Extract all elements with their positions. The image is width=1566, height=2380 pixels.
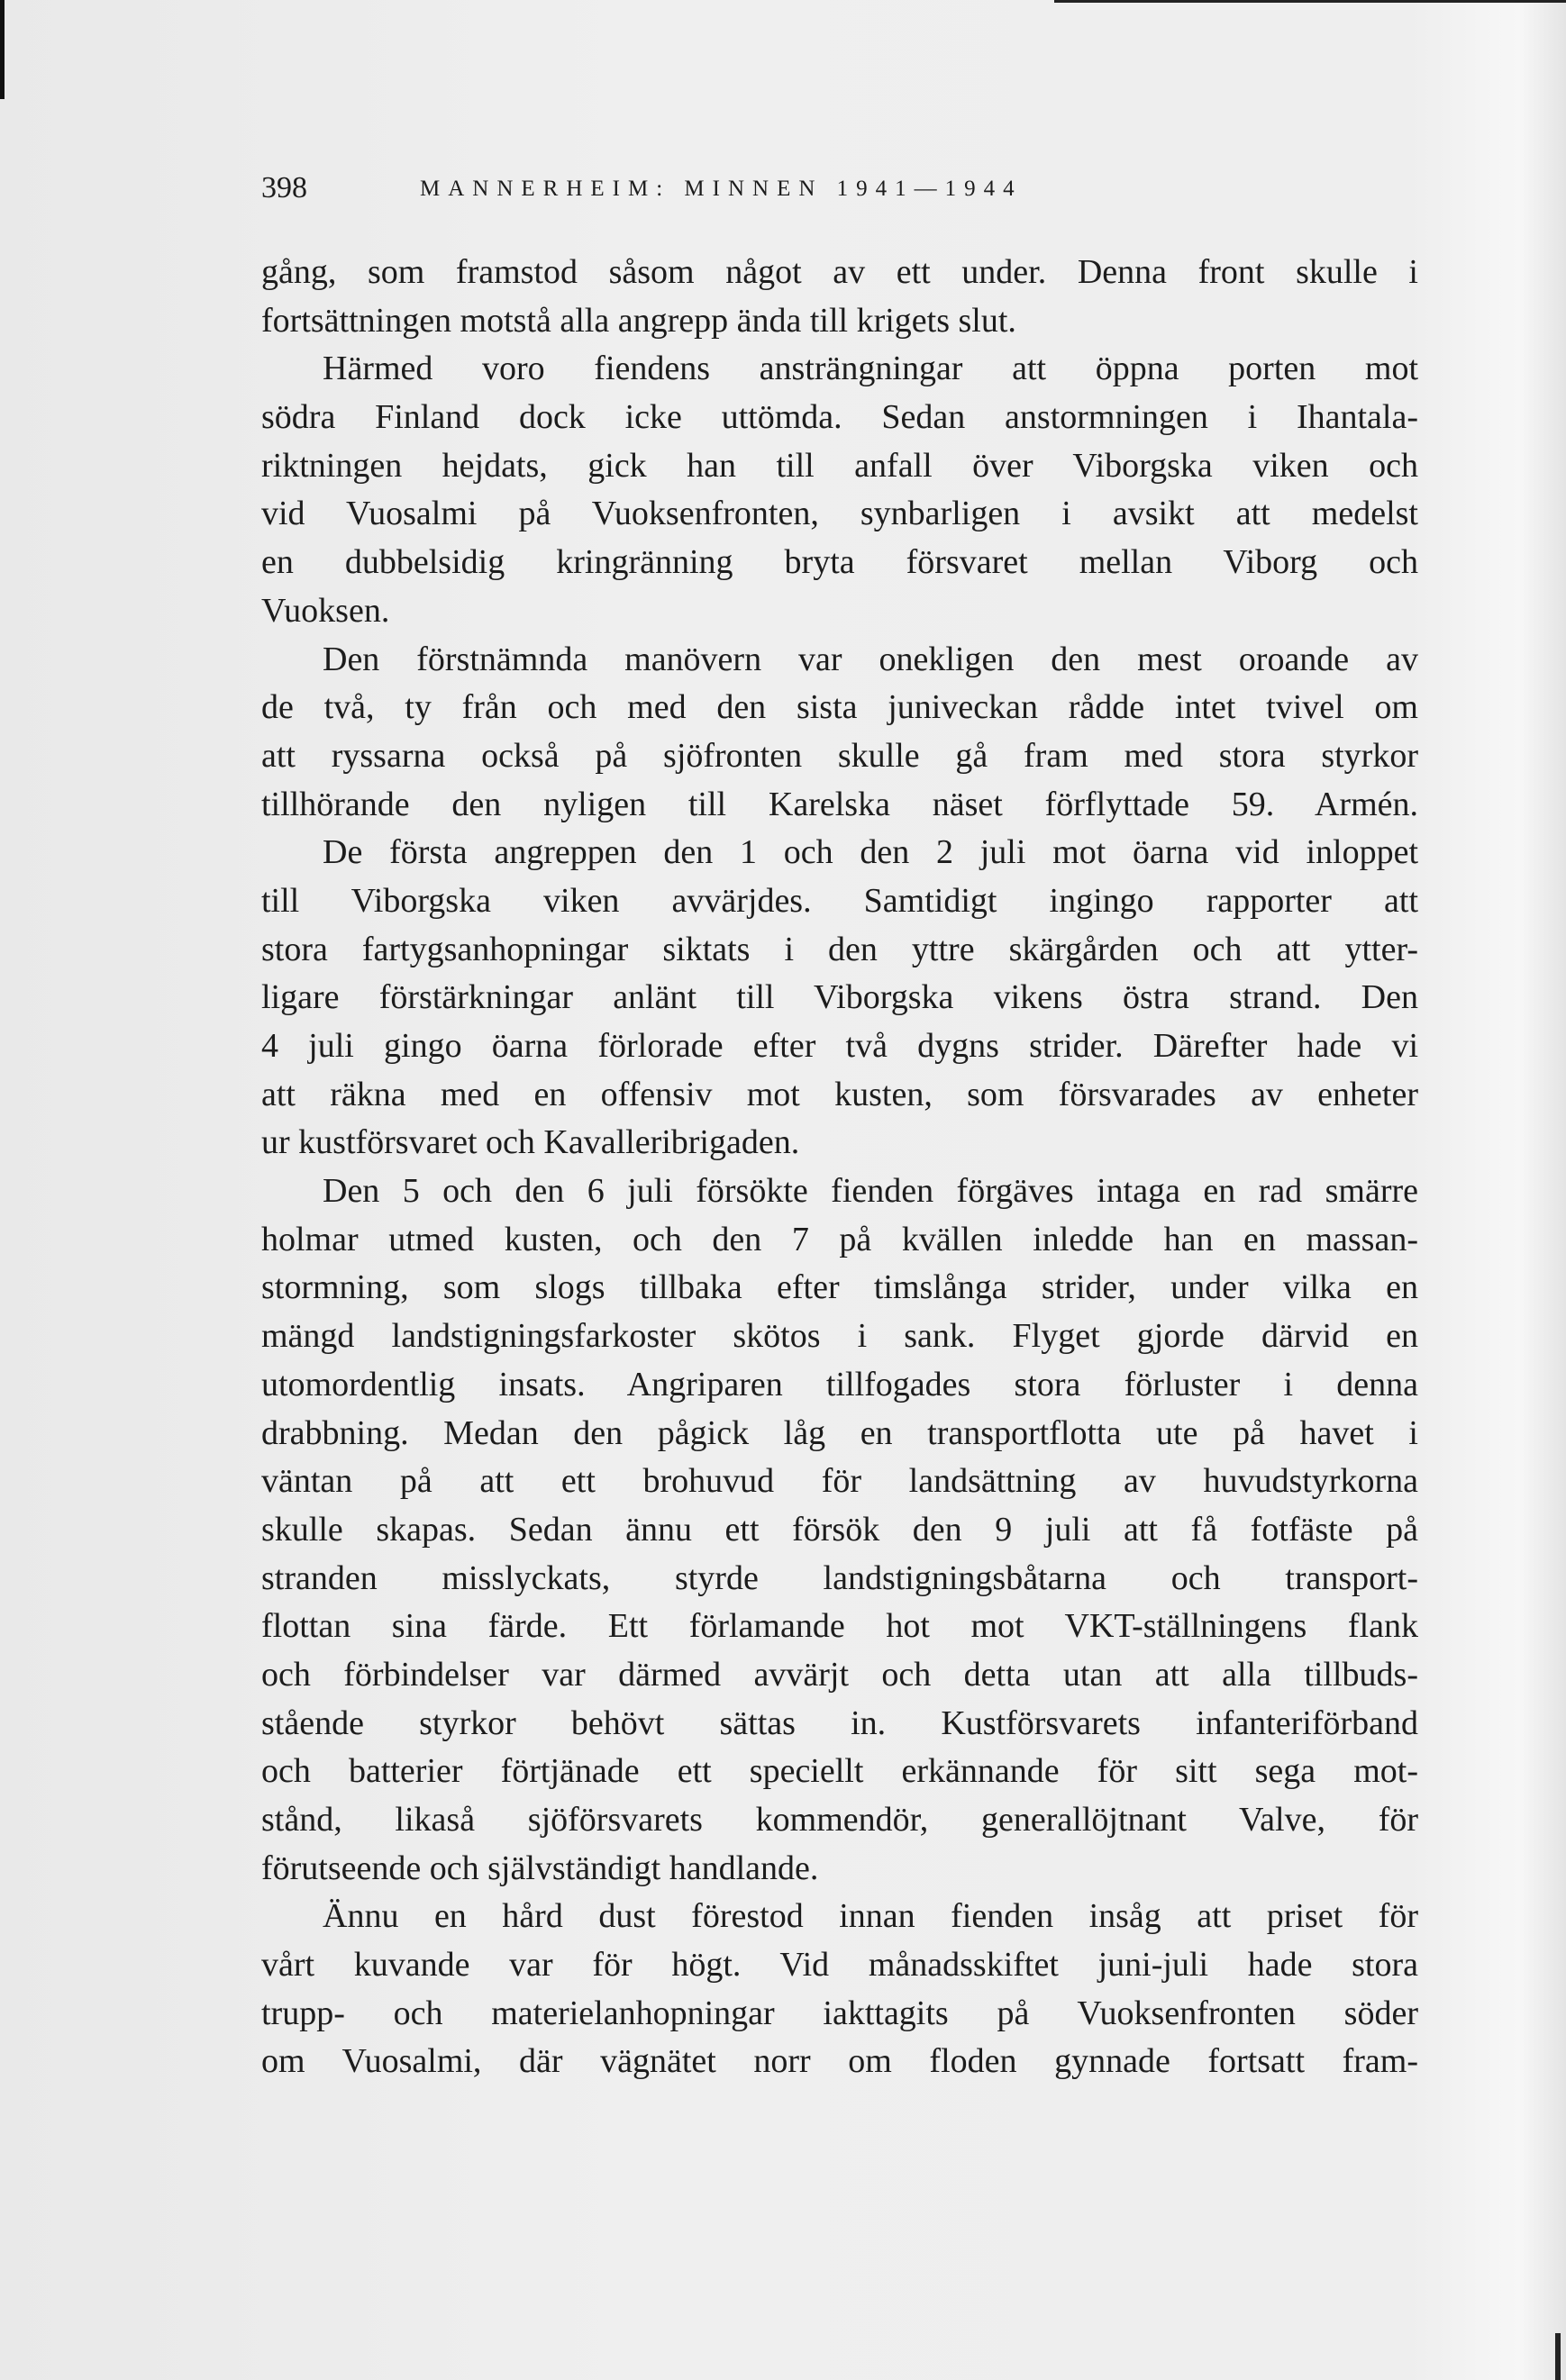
text-line: Vuoksen. xyxy=(261,591,390,630)
text-line: förutseende och självständigt handlande. xyxy=(261,1849,819,1887)
text-line: Den 5 och den 6 juli försökte fienden förgäves intaga en rad smärre xyxy=(323,1172,1418,1211)
text-line: en dubbelsidig kringränning bryta försvaret mellan Viborg och xyxy=(261,543,1418,582)
text-line: ligare förstärkningar anlänt till Viborgska vikens östra strand. Den xyxy=(261,978,1418,1017)
text-line: holmar utmed kusten, och den 7 på kvällen inledde han en massan- xyxy=(261,1220,1418,1258)
text-line: att räkna med en offensiv mot kusten, som försvarades av enheter xyxy=(261,1075,1418,1113)
text-line: gång, som framstod såsom något av ett under. Denna front skulle i xyxy=(261,253,1418,291)
text-line: flottan sina färde. Ett förlamande hot mot VKT-ställningens flank xyxy=(261,1607,1418,1646)
text-line: till Viborgska viken avvärjdes. Samtidigt ingingo rapporter att xyxy=(261,881,1418,920)
text-line: vårt kuvande var för högt. Vid månadsskiftet juni-juli hade stora xyxy=(261,1946,1418,1985)
text-line: att ryssarna också på sjöfronten skulle gå fram med stora styrkor xyxy=(261,736,1418,775)
text-line: tillhörande den nyligen till Karelska näset förflyttade 59. Armén. xyxy=(261,785,1418,823)
text-line: utomordentlig insats. Angriparen tillfogades stora förluster i denna xyxy=(261,1365,1418,1403)
text-line: stora fartygsanhopningar siktats i den yttre skärgården och att ytter- xyxy=(261,930,1418,968)
text-line: och förbindelser var därmed avvärjt och detta utan att alla tillbuds- xyxy=(261,1655,1418,1694)
text-line: vid Vuosalmi på Vuoksenfronten, synbarligen i avsikt att medelst xyxy=(261,495,1418,533)
text-line: stånd, likaså sjöförsvarets kommendör, generallöjtnant Valve, för xyxy=(261,1801,1418,1839)
page-header xyxy=(261,171,1424,216)
text-line: mängd landstigningsfarkoster skötos i sank. Flyget gjorde därvid en xyxy=(261,1317,1418,1356)
text-line: drabbning. Medan den pågick låg en transportflotta ute på havet i xyxy=(261,1413,1418,1452)
text-line: trupp- och materielanhopningar iakttagits på Vuoksenfronten söder xyxy=(261,1994,1418,2032)
text-line: väntan på att ett brohuvud för landsättning av huvudstyrkorna xyxy=(261,1462,1418,1501)
running-title: MANNERHEIM: MINNEN 1941—1944 xyxy=(420,177,1023,201)
scan-edge-right xyxy=(1555,2333,1561,2380)
body-text xyxy=(261,249,1418,2086)
text-line: om Vuosalmi, där vägnätet norr om floden gynnade fortsatt fram- xyxy=(261,2042,1418,2081)
text-line: de två, ty från och med den sista juniveckan rådde intet tvivel om xyxy=(261,688,1418,727)
text-line: ur kustförsvaret och Kavalleribrigaden. xyxy=(261,1123,800,1162)
text-line: stående styrkor behövt sättas in. Kustförsvarets infanteriförband xyxy=(261,1703,1418,1742)
text-line: och batterier förtjänade ett speciellt erkännande för sitt sega mot- xyxy=(261,1752,1418,1791)
text-line: Ännu en hård dust förestod innan fienden insåg att priset för xyxy=(323,1897,1418,1936)
text-line: 4 juli gingo öarna förlorade efter två dygns strider. Därefter hade vi xyxy=(261,1027,1418,1065)
text-line: fortsättningen motstå alla angrepp ända till krigets slut. xyxy=(261,301,1016,340)
page-number: 398 xyxy=(261,171,307,204)
text-line: södra Finland dock icke uttömda. Sedan anstormningen i Ihantala- xyxy=(261,398,1418,437)
text-line: Den förstnämnda manövern var onekligen den mest oroande av xyxy=(323,640,1418,678)
text-line: De första angreppen den 1 och den 2 juli mot öarna vid inloppet xyxy=(323,833,1418,872)
text-line: riktningen hejdats, gick han till anfall över Viborgska viken och xyxy=(261,446,1418,485)
scan-edge-left xyxy=(0,0,5,99)
text-line: Härmed voro fiendens ansträngningar att öppna porten mot xyxy=(323,350,1418,388)
scan-edge-top xyxy=(1054,0,1566,3)
text-line: stormning, som slogs tillbaka efter timslånga strider, under vilka en xyxy=(261,1268,1418,1307)
text-line: skulle skapas. Sedan ännu ett försök den 9 juli att få fotfäste på xyxy=(261,1510,1418,1549)
text-line: stranden misslyckats, styrde landstigningsbåtarna och transport- xyxy=(261,1558,1418,1597)
